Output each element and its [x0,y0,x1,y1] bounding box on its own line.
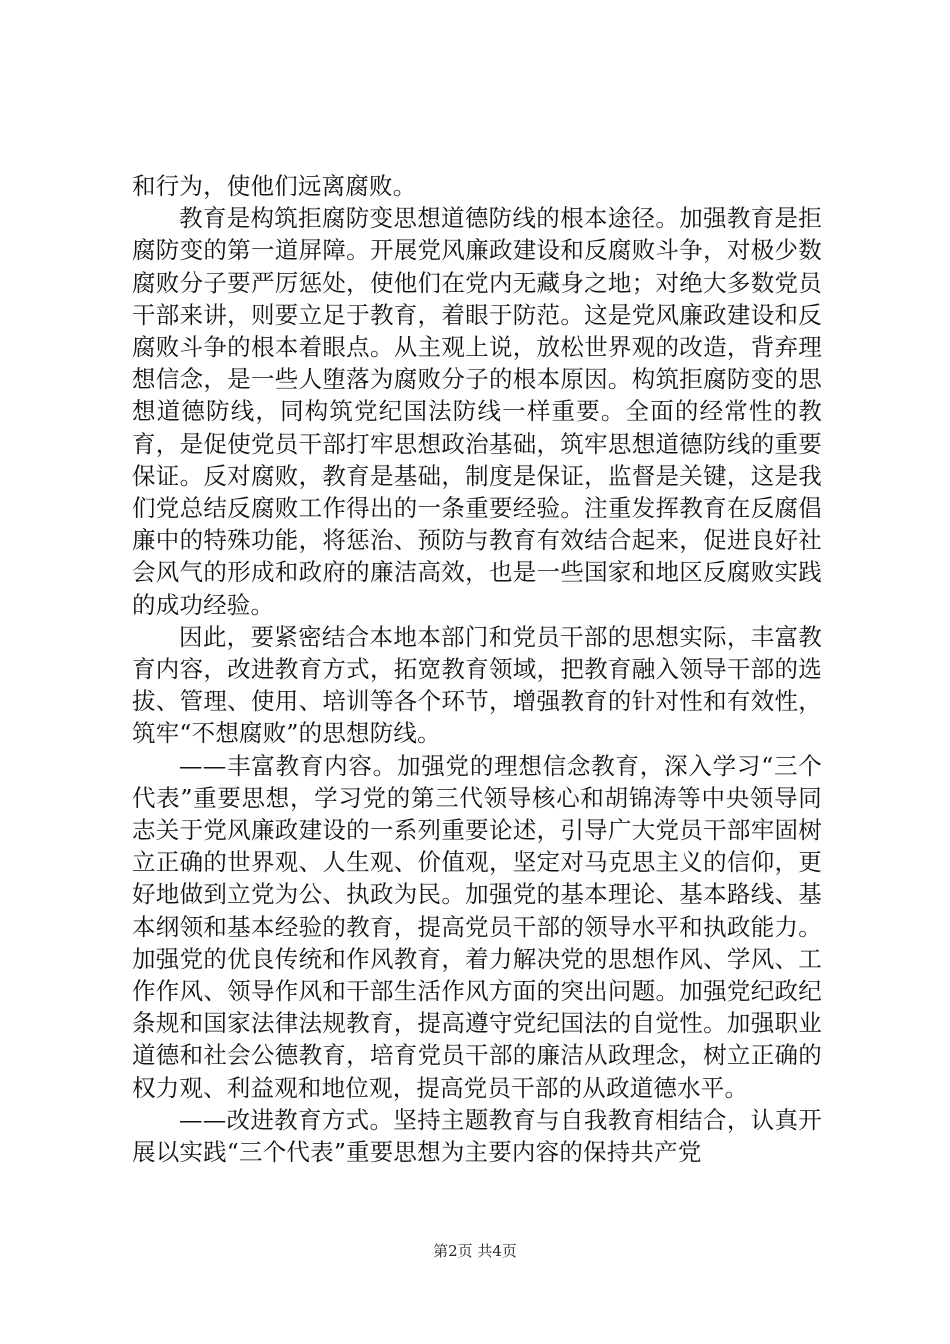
paragraph-therefore: 因此，要紧密结合本地本部门和党员干部的思想实际，丰富教育内容，改进教育方式，拓宽教育领域，把教育融入领导干部的选拔、管理、使用、培训等各个环节，增强教育的针对性和有效性，筑牢“不想腐败”的思想防线。 [132,622,822,748]
paragraph-continuation: 和行为，使他们远离腐败。 [132,172,417,200]
page-footer: 第2页 共4页 [433,1242,517,1260]
document-body [132,170,822,1168]
paragraph-improve-methods: ——改进教育方式。坚持主题教育与自我教育相结合，认真开展以实践“三个代表”重要思想为主要内容的保持共产党 [132,1105,822,1167]
paragraph-education-root: 教育是构筑拒腐防变思想道德防线的根本途径。加强教育是拒腐防变的第一道屏障。开展党风廉政建设和反腐败斗争，对极少数腐败分子要严厉惩处，使他们在党内无藏身之地；对绝大多数党员干部来讲，则要立足于教育，着眼于防范。这是党风廉政建设和反腐败斗争的根本着眼点。从主观上说，放松世界观的改造，背弃理想信念，是一些人堕落为腐败分子的根本原因。构筑拒腐防变的思想道德防线，同构筑党纪国法防线一样重要。全面的经常性的教育，是促使党员干部打牢思想政治基础，筑牢思想道德防线的重要保证。反对腐败，教育是基础，制度是保证，监督是关键，这是我们党总结反腐败工作得出的一条重要经验。注重发挥教育在反腐倡廉中的特殊功能，将惩治、预防与教育有效结合起来，促进良好社会风气的形成和政府的廉洁高效，也是一些国家和地区反腐败实践的成功经验。 [132,204,822,619]
paragraph-enrich-content: ——丰富教育内容。加强党的理想信念教育，深入学习“三个代表”重要思想，学习党的第三代领导核心和胡锦涛等中央领导同志关于党风廉政建设的一系列重要论述，引导广大党员干部牢固树立正确的世界观、人生观、价值观，坚定对马克思主义的信仰，更好地做到立党为公、执政为民。加强党的基本理论、基本路线、基本纲领和基本经验的教育，提高党员干部的领导水平和执政能力。加强党的优良传统和作风教育，着力解决党的思想作风、学风、工作作风、领导作风和干部生活作风方面的突出问题。加强党纪政纪条规和国家法律法规教育，提高遵守党纪国法的自觉性。加强职业道德和社会公德教育，培育党员干部的廉洁从政理念，树立正确的权力观、利益观和地位观，提高党员干部的从政道德水平。 [132,751,822,1102]
